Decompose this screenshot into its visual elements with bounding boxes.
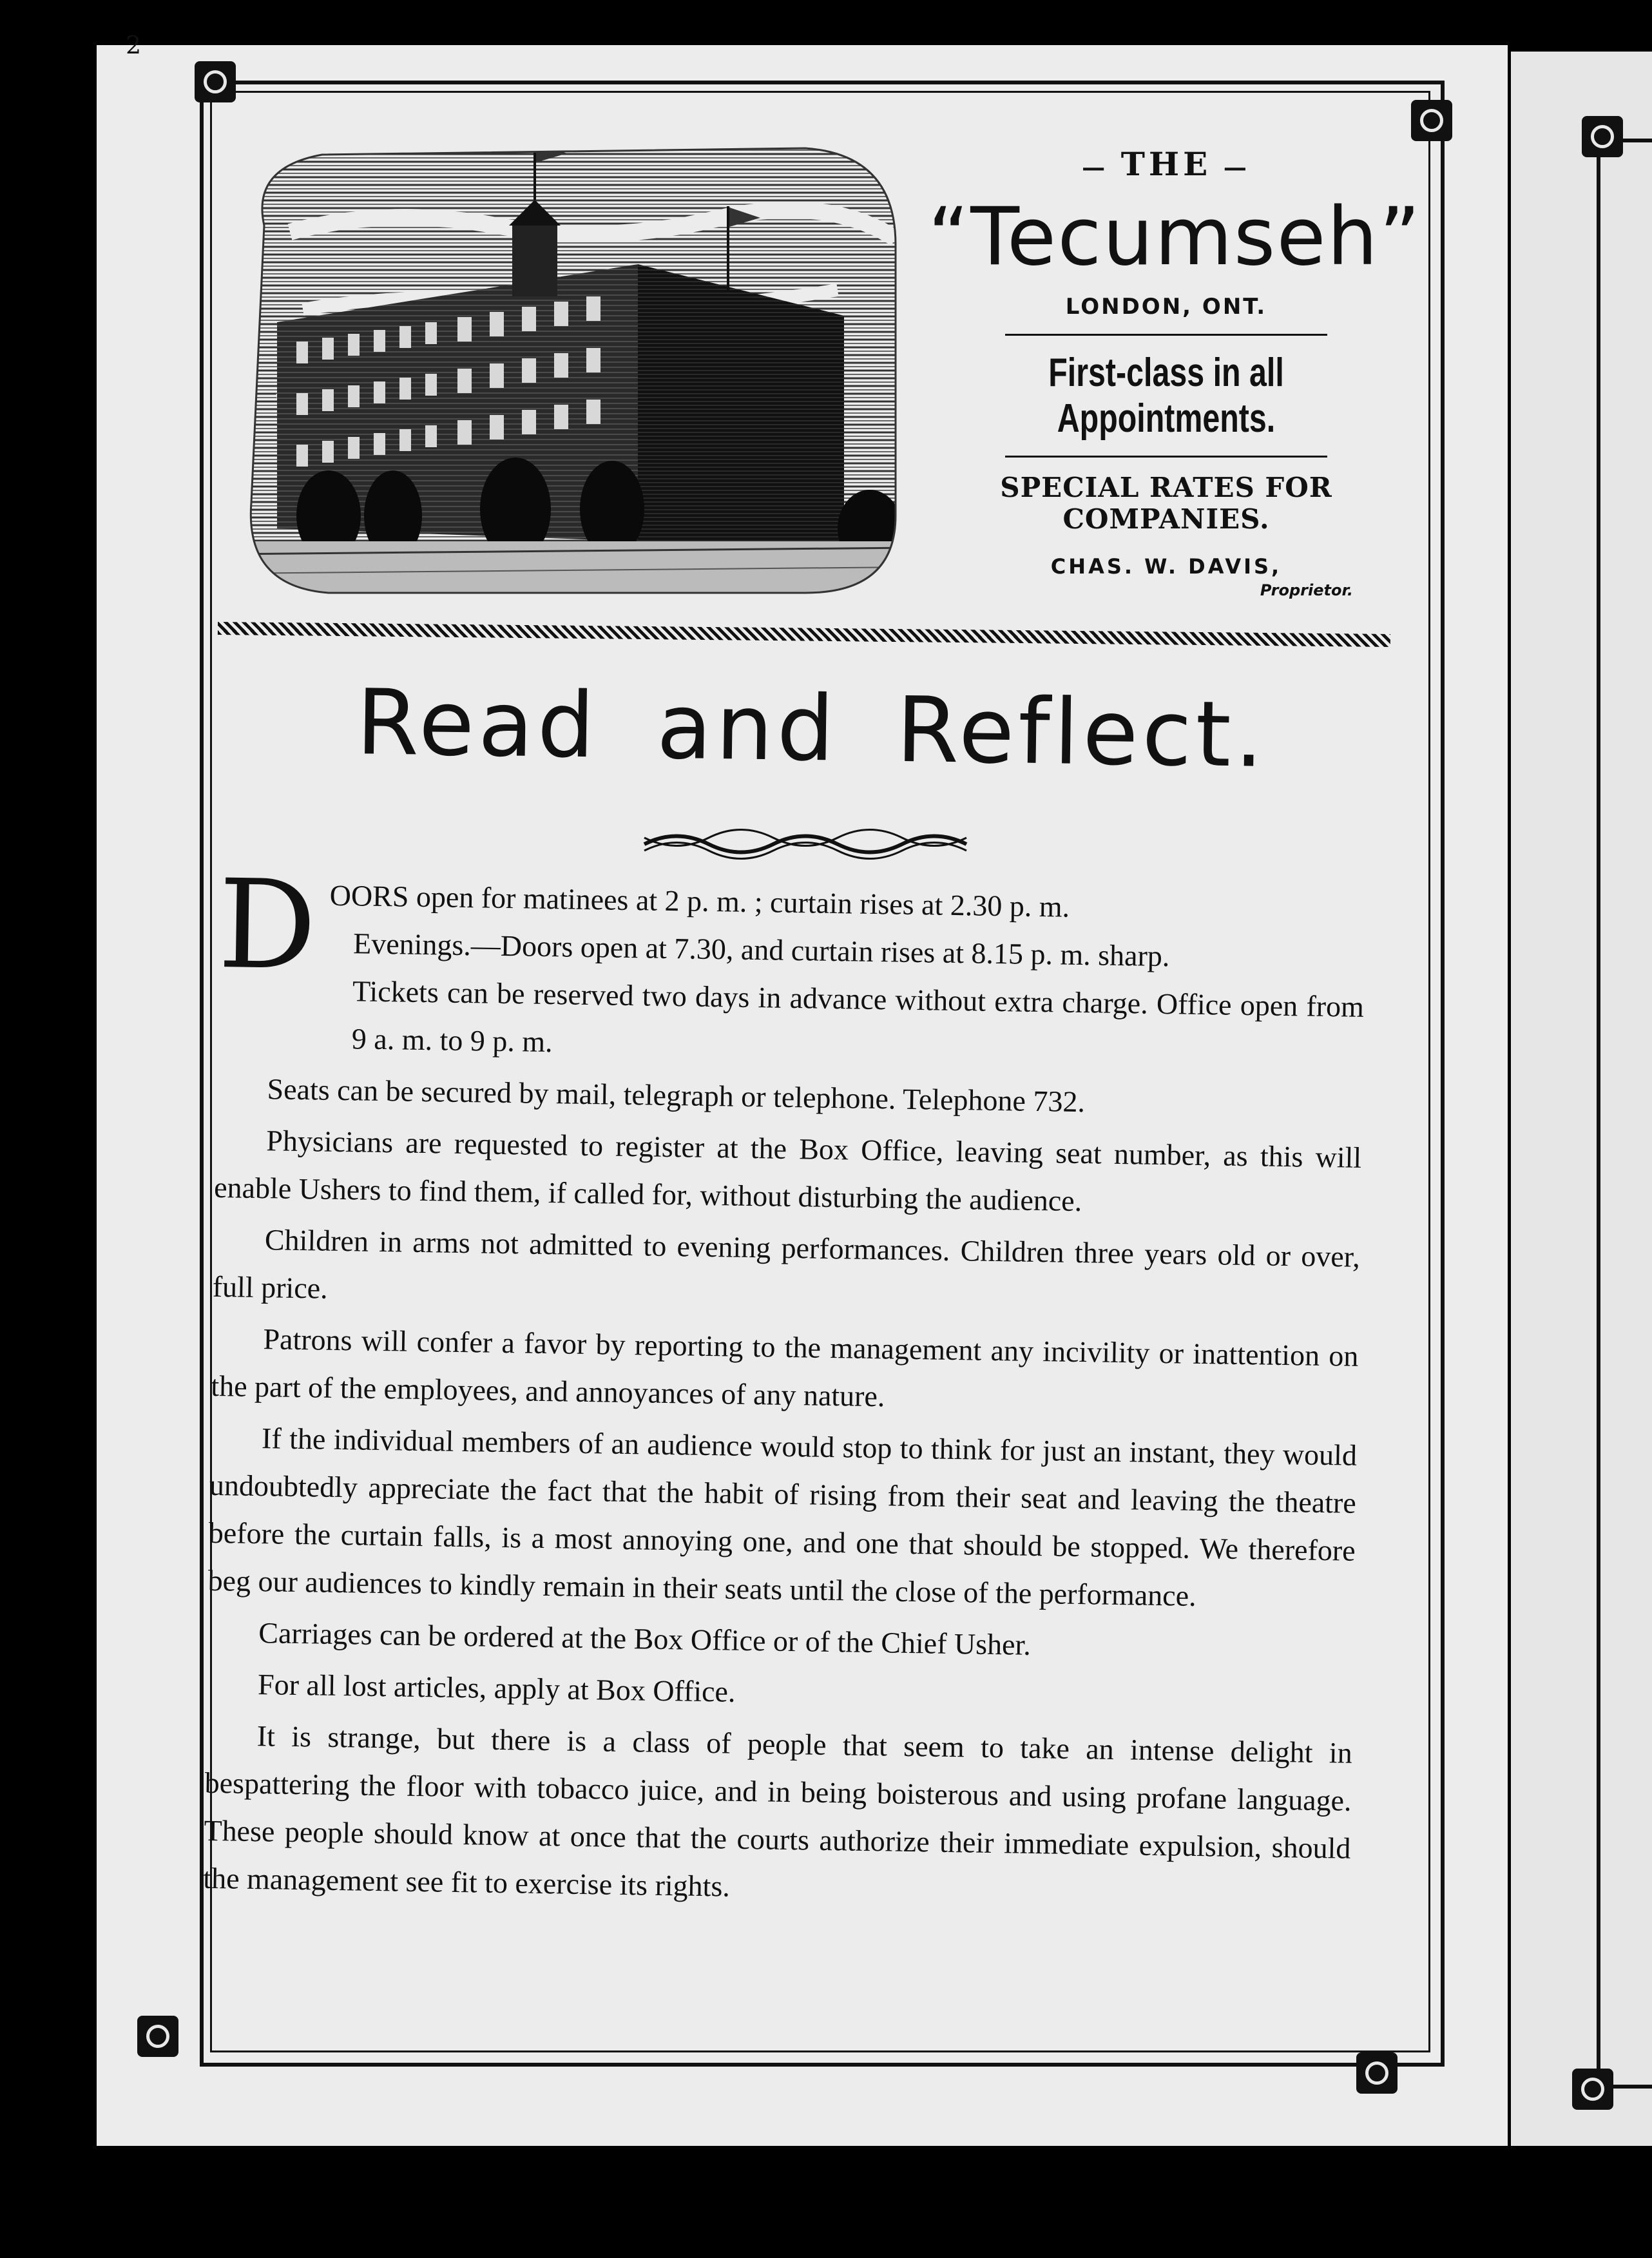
ad-the: — THE —: [928, 145, 1405, 183]
paragraph: Seats can be secured by mail, telegraph or telephone. Telephone 732.: [267, 1072, 1086, 1119]
corner-ornament-icon: [137, 2016, 178, 2057]
paragraph-line: Evenings.—Doors open at 7.30, and curtain rises at 8.15 p. m. sharp.: [352, 927, 1170, 973]
hotel-name: “Tecumseh”: [928, 191, 1422, 284]
swash-ornament-icon: [638, 825, 973, 864]
page-headline: Read and Reflect.: [355, 670, 1269, 788]
page-number: 2: [126, 31, 142, 59]
notice-body: [203, 853, 1366, 1924]
corner-ornament-icon: [195, 61, 236, 102]
hotel-tagline: First-class in all Appointments.: [1048, 351, 1284, 441]
paragraph-line: Tickets can be reserved two days in advance without extra charge. Office open from 9 a. m. to 9 p. m.: [351, 974, 1365, 1059]
corner-ornament-icon: [1411, 100, 1452, 141]
paragraph: Carriages can be ordered at the Box Office or of the Chief Usher.: [258, 1616, 1032, 1661]
corner-ornament-icon: [1356, 2052, 1397, 2094]
hotel-location: LONDON, ONT.: [1065, 294, 1267, 320]
drop-cap: D: [216, 853, 318, 998]
paragraph: Patrons will confer a favor by reporting to the management any incivility or inattention on the part of the employees, and annoyances of any nature.: [211, 1322, 1359, 1413]
paragraph-line: OORS open for matinees at 2 p. m. ; curtain rises at 2.30 p. m.: [329, 878, 1070, 923]
proprietor-title: Proprietor.: [1260, 581, 1353, 599]
ad-divider: [1005, 334, 1327, 336]
special-rates: SPECIAL RATES FOR COMPANIES.: [1000, 472, 1332, 535]
paragraph: For all lost articles, apply at Box Office.: [257, 1668, 736, 1708]
hotel-advertisement: [928, 145, 1422, 599]
paragraph: It is strange, but there is a class of people that seem to take an intense delight in bespattering the floor with tobacco juice, and in being boisterous and using profane language. These people should know at once that the courts authorize their immediate expulsion, should the management see fit to exercise its rights.: [203, 1719, 1353, 1903]
corner-ornament-icon: [1572, 2069, 1613, 2110]
hotel-engraving-image: [226, 129, 908, 606]
ad-divider: [1005, 456, 1327, 458]
paragraph: Physicians are requested to register at the Box Office, leaving seat number, as this will enable Ushers to find them, if called for, without disturbing the audience.: [213, 1124, 1362, 1218]
facing-page-edge: [1511, 52, 1652, 2146]
corner-ornament-icon: [1582, 116, 1623, 157]
paragraph: [216, 853, 1365, 1079]
proprietor-name: CHAS. W. DAVIS,: [1050, 554, 1282, 579]
paragraph: Children in arms not admitted to evening performances. Children three years old or over, full price.: [212, 1223, 1361, 1305]
paragraph: If the individual members of an audience would stop to think for just an instant, they would undoubtedly appreciate the fact that the habit of rising from their seat and leaving the theatre before the curtain falls, is a most annoying one, and one that should be stopped. We therefore beg our audiences to kindly remain in their seats until the close of the performance.: [207, 1422, 1358, 1612]
facing-page-rule: [1597, 142, 1600, 2075]
